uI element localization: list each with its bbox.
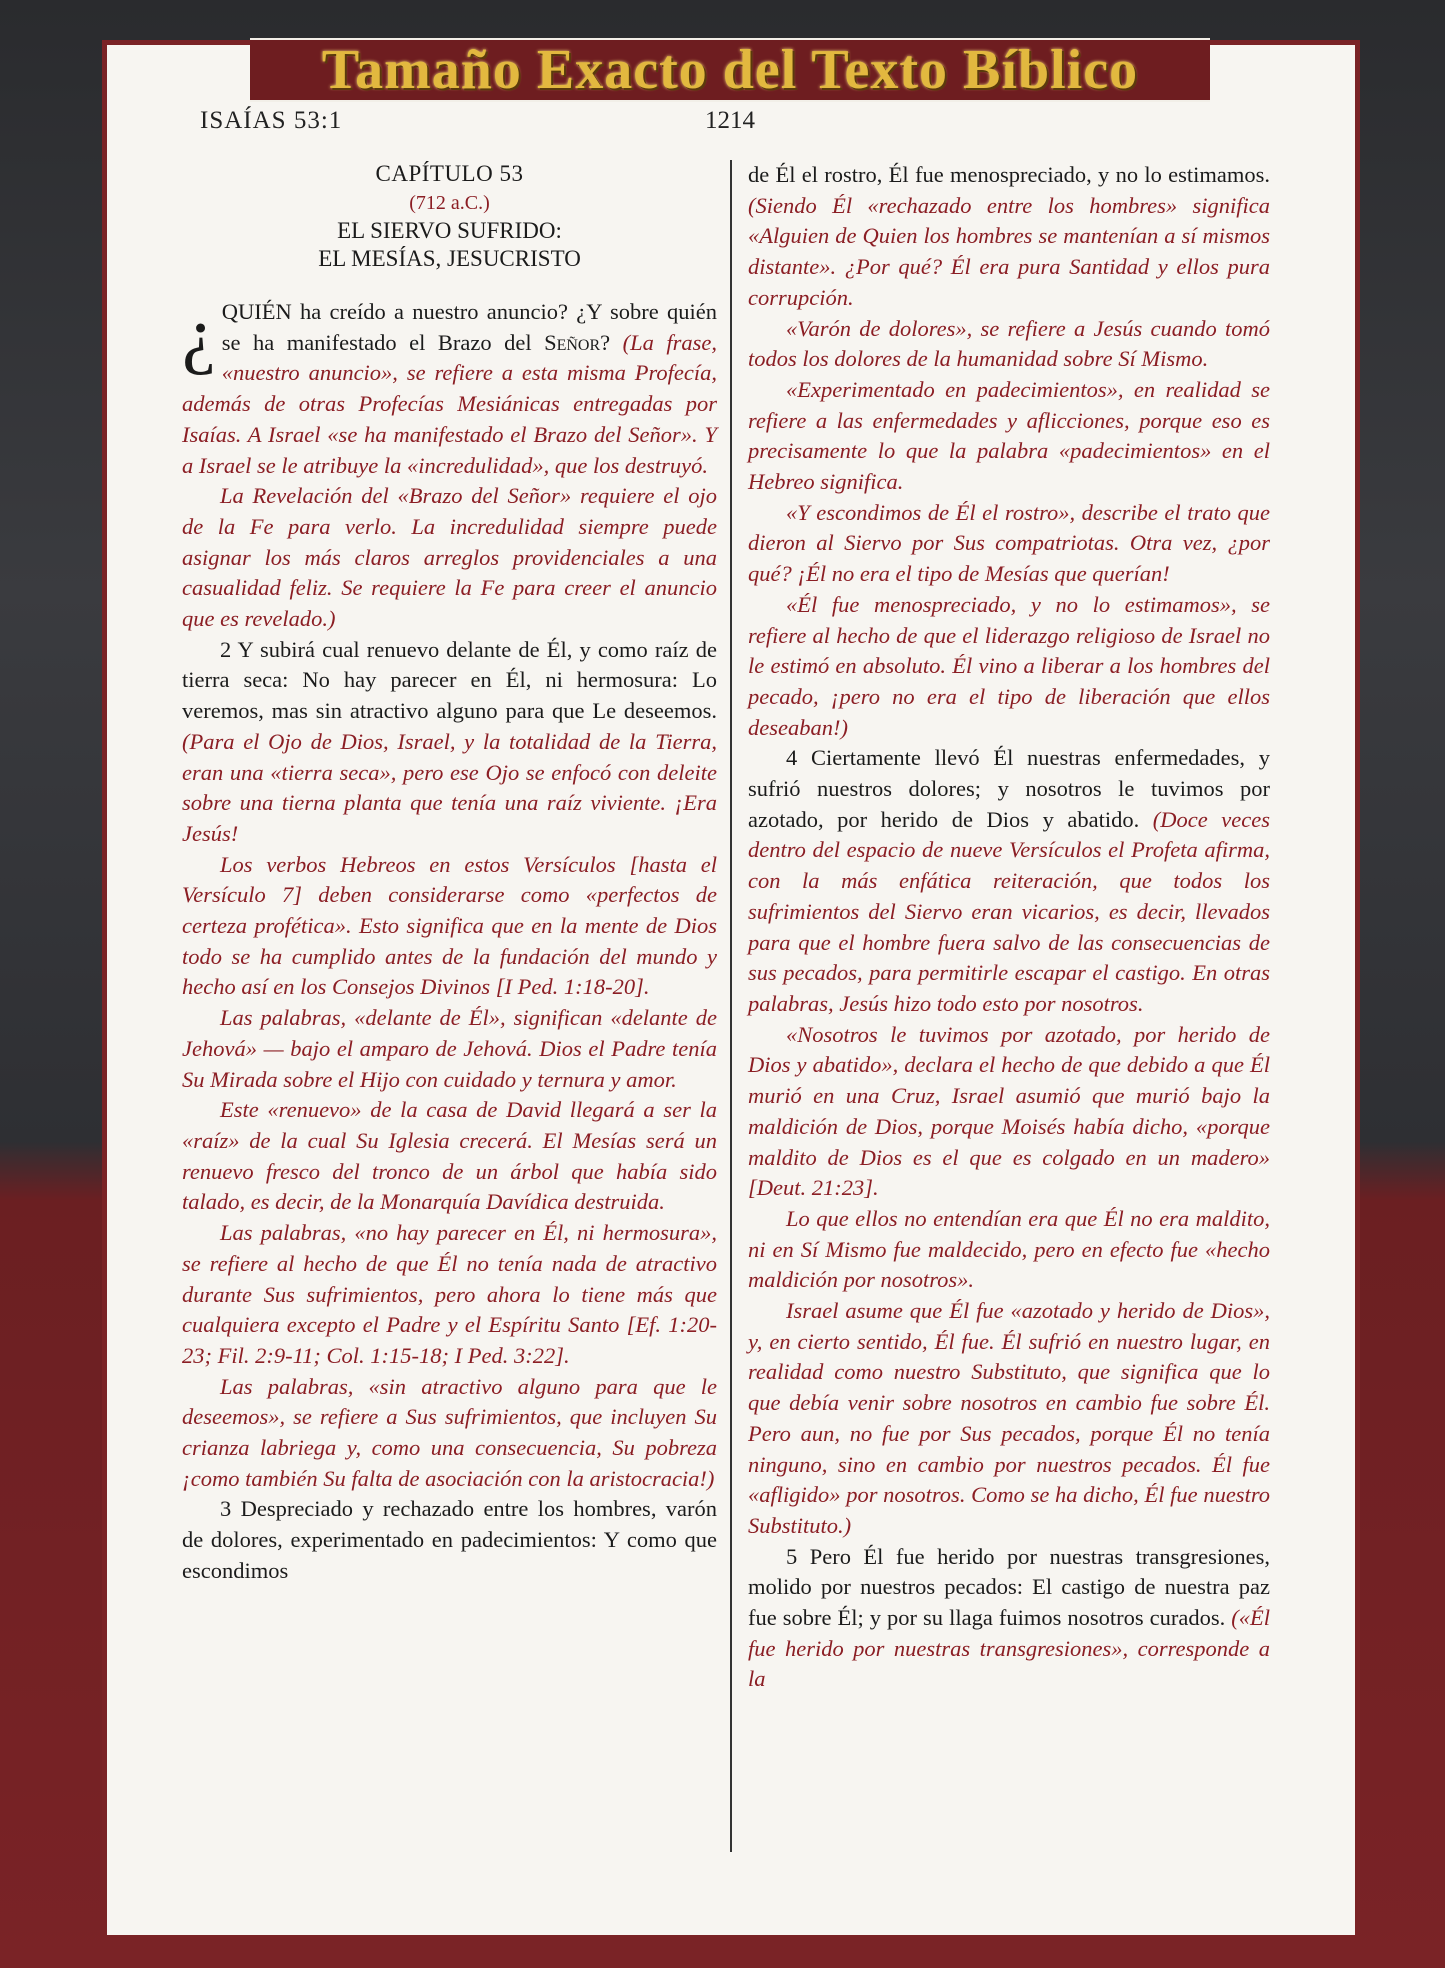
commentary-paragraph: Lo que ellos no entendían era que Él no era maldito, ni en Sí Mismo fue maldecido, pero en efecto fue «hecho maldición por nosotros». (748, 1205, 1270, 1293)
verse-5-text: 5 Pero Él fue herido por nuestras transgresiones, molido por nuestros pecados: El castigo de nuestra paz fue sobre Él; y por su llaga fuimos nosotros curados. (748, 1543, 1270, 1631)
verse-4-commentary: (Doce veces dentro del espacio de nueve Versículos el Profeta afirma, con la más enfática reiteración, que todos los sufrimientos del Siervo eran vicarios, es decir, llevados para que el hombre fuera salvo de las consecuencias de sus pecados, para permitirle escapar el castigo. En otras palabras, Jesús hizo todo esto por nosotros. (748, 806, 1271, 1016)
verse-4-text: 4 Ciertamente llevó Él nuestras enfermedades, y sufrió nuestros dolores; y nosotros le tuvimos por azotado, por herido de Dios y abatido. (748, 745, 1270, 832)
left-column (182, 160, 717, 1587)
verse-1-commentary: (La frase, «nuestro anuncio», se refiere a esta misma Profecía, además de otras Profecías Mesiánicas entregadas por Isaías. A Israel «se ha manifestado el Brazo del Señor». Y a Israel se le atribuye la «incredulidad», que los destruyó. (182, 329, 717, 478)
commentary-paragraph: «Experimentado en padecimientos», en realidad se refiere a las enfermedades y aflicciones, porque eso es precisamente lo que la palabra «padecimientos» en el Hebreo significa. (748, 376, 1270, 495)
verse-1-lord: Señor (544, 329, 601, 355)
verse-1-text-b: ? (600, 329, 623, 355)
commentary-paragraph: Israel asume que Él fue «azotado y herido de Dios», y, en cierto sentido, Él fue. Él sufrió en nuestro lugar, en realidad como nuestro Substituto, que significa que lo que debía venir sobre nosotros en cambio fue sobre Él. Pero aun, no fue por Sus pecados, porque Él no tenía ninguno, sino en cambio por nuestros pecados. Él fue «afligido» por nosotros. Como se ha dicho, Él fue nuestro Substituto.) (748, 1298, 1270, 1538)
verse-1 (182, 292, 717, 481)
verse-5-commentary: («Él fue herido por nuestras transgresiones», corresponde a la (748, 1605, 1270, 1692)
verse-3: 3 Despreciado y rechazado entre los hombres, varón de dolores, experimentado en padecimientos: Y como que escondimos (182, 1496, 717, 1583)
chapter-number: CAPÍTULO 53 (375, 161, 524, 186)
chapter-date: (712 a.C.) (409, 192, 490, 214)
commentary-paragraph: «Varón de dolores», se refiere a Jesús cuando tomó todos los dolores de la humanidad sobre Sí Mismo. (748, 315, 1270, 372)
verse-2-commentary: (Para el Ojo de Dios, Israel, y la totalidad de la Tierra, eran una «tierra seca», pero ese Ojo se enfocó con deleite sobre una tierna planta que tenía una raíz viviente. ¡Era Jesús! (182, 728, 717, 846)
verse-3-continued (748, 160, 1270, 314)
chapter-title-line2: EL MESÍAS, JESUCRISTO (318, 246, 581, 271)
drop-cap: ¿ (182, 292, 216, 376)
verse-5 (748, 1542, 1270, 1696)
column-divider (730, 160, 732, 1852)
commentary-paragraph: Las palabras, «sin atractivo alguno para que le deseemos», se refiere a Sus sufrimientos, que incluyen Su crianza labriega y, como una consecuencia, Su pobreza ¡como también Su falta de asociación con la aristocracia!) (182, 1373, 717, 1491)
commentary-paragraph: Las palabras, «delante de Él», significan «delante de Jehová» — bajo el amparo de Jehová. Dios el Padre tenía Su Mirada sobre el Hijo con cuidado y ternura y amor. (182, 1005, 717, 1092)
verse-3-commentary: (Siendo Él «rechazado entre los hombres» significa «Alguien de Quien los hombres se mantenían a sí mismos distante». ¿Por qué? Él era pura Santidad y ellos pura corrupción. (748, 192, 1270, 310)
verse-2-text: 2 Y subirá cual renuevo delante de Él, y como raíz de tierra seca: No hay parecer en Él, ni hermosura: Lo veremos, mas sin atractivo alguno para que Le deseemos. (182, 636, 717, 724)
commentary-paragraph: «Nosotros le tuvimos por azotado, por herido de Dios y abatido», declara el hecho de que debido a que Él murió en una Cruz, Israel asumió que murió bajo la maldición de Dios, porque Moisés había dicho, «porque maldito de Dios es el que es colgado en un madero» [Deut. 21:23]. (748, 1021, 1270, 1201)
commentary-paragraph: Las palabras, «no hay parecer en Él, ni hermosura», se refiere al hecho de que Él no tenía nada de atractivo durante Sus sufrimientos, pero ahora lo tiene más que cualquiera excepto el Padre y el Espíritu Santo [Ef. 1:20-23; Fil. 2:9-11; Col. 1:15-18; I Ped. 3:22]. (182, 1220, 717, 1368)
right-column (748, 160, 1270, 1695)
banner-title: Tamaño Exacto del Texto Bíblico (321, 39, 1139, 101)
commentary-paragraph: Este «renuevo» de la casa de David llegará a ser la «raíz» de la cual Su Iglesia crecerá. El Mesías será un renuevo fresco del tronco de un árbol que había sido talado, es decir, de la Monarquía Davídica destruida. (182, 1097, 717, 1215)
commentary-paragraph: La Revelación del «Brazo del Señor» requiere el ojo de la Fe para verlo. La incredulidad siempre puede asignar los más claros arreglos providenciales a una casualidad feliz. Se requiere la Fe para creer el anuncio que es revelado.) (182, 483, 717, 632)
verse-1-text-a: QUIÉN ha creído a nuestro anuncio? ¿Y sobre quién se ha manifestado el Brazo del (221, 299, 717, 355)
chapter-title-line1: EL SIERVO SUFRIDO: (337, 218, 562, 243)
running-head (200, 107, 1280, 143)
commentary-paragraph: Los verbos Hebreos en estos Versículos [hasta el Versículo 7] deben considerarse como «perfectos de certeza profética». Esto significa que en la mente de Dios todo se ha cumplido antes de la fundación del mundo y hecho así en los Consejos Divinos [I Ped. 1:18-20]. (182, 851, 717, 1000)
page-number: 1214 (705, 107, 755, 134)
verse-4 (748, 743, 1270, 1019)
book-reference: ISAÍAS 53:1 (200, 107, 343, 134)
commentary-paragraph: «Y escondimos de Él el rostro», describe el trato que dieron al Siervo por Sus compatriotas. Otra vez, ¿por qué? ¡Él no era el tipo de Mesías que querían! (748, 499, 1270, 587)
chapter-heading (182, 160, 717, 273)
commentary-paragraph: «Él fue menospreciado, y no lo estimamos», se refiere al hecho de que el liderazgo religioso de Israel no le estimó en absoluto. Él vino a liberar a los hombres del pecado, ¡pero no era el tipo de liberación que ellos deseaban!) (748, 591, 1270, 740)
title-banner (250, 38, 1210, 102)
verse-2 (182, 635, 717, 850)
verse-3-cont-text: de Él el rostro, Él fue menospreciado, y no lo estimamos. (748, 162, 1270, 187)
